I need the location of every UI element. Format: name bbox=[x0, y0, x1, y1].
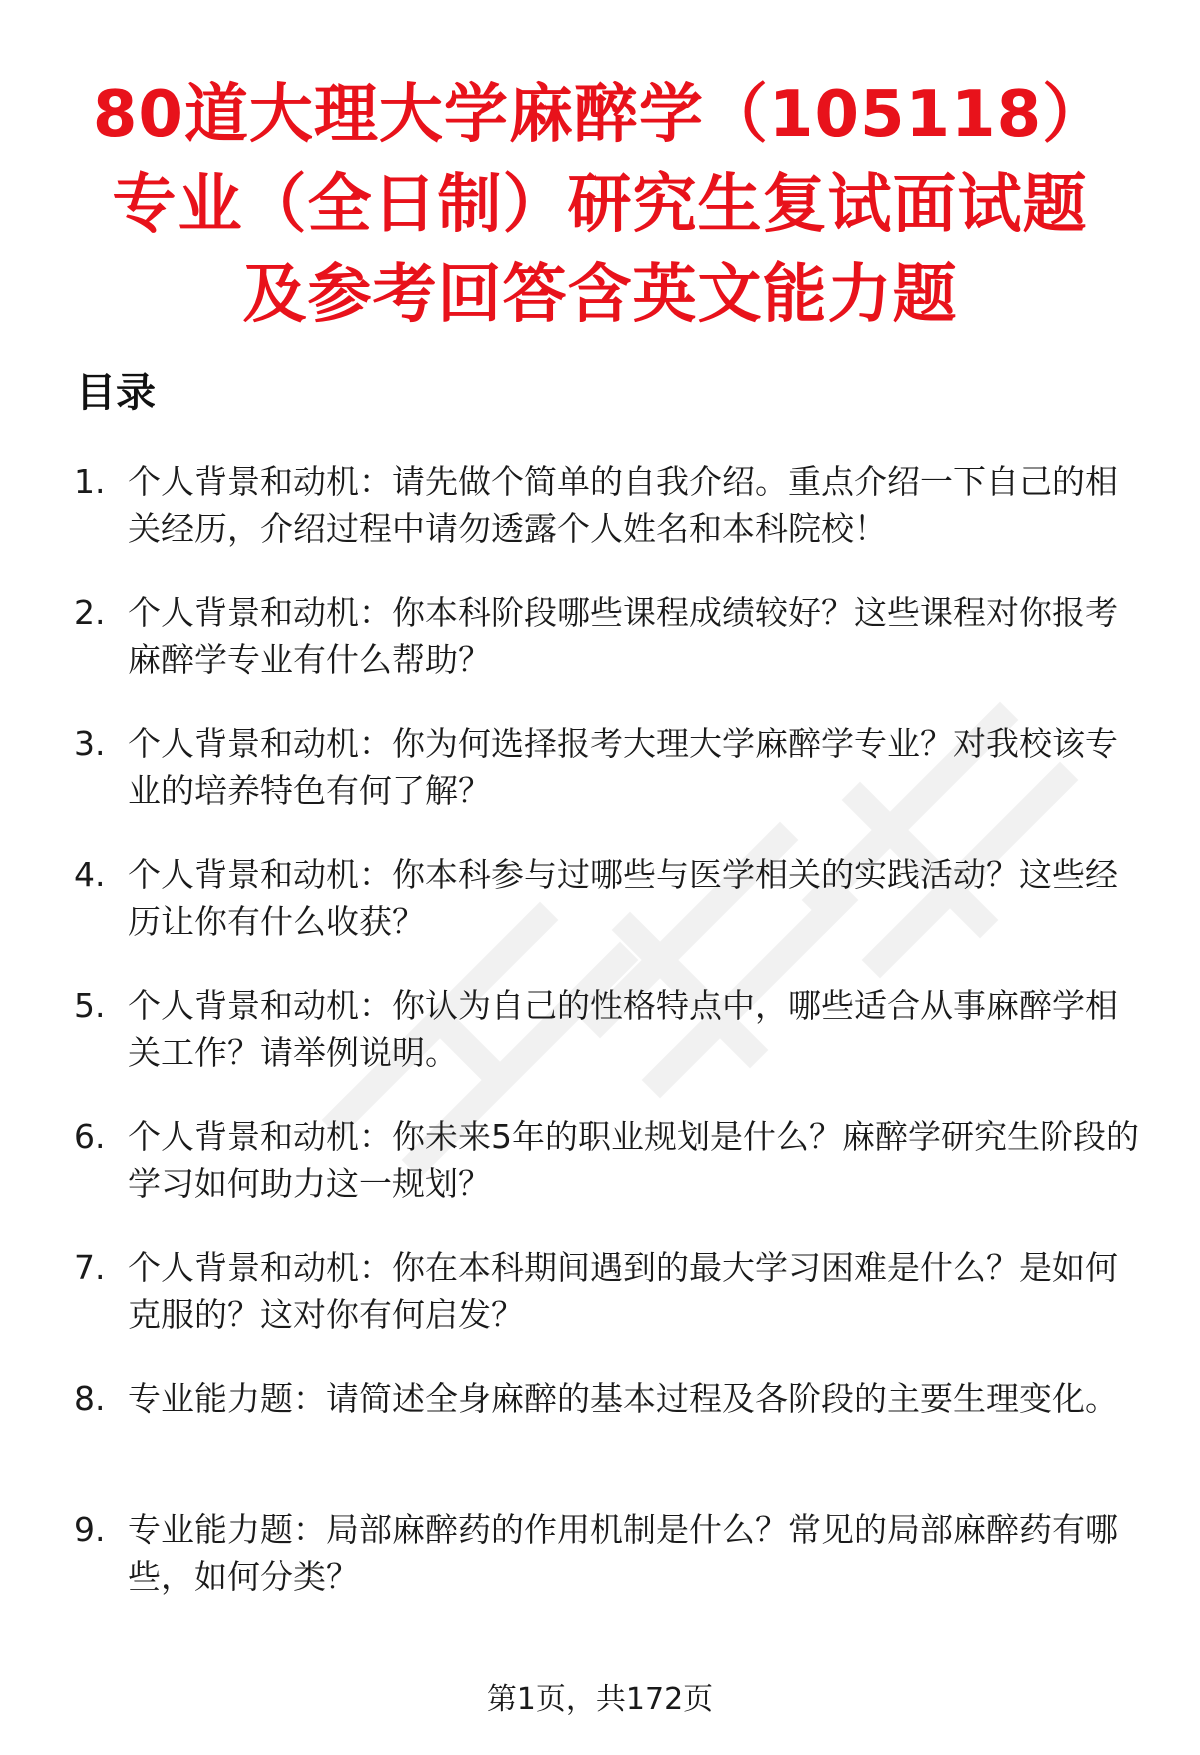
toc-item[interactable] bbox=[0, 1244, 1200, 1375]
toc-item[interactable] bbox=[0, 851, 1200, 982]
toc-list bbox=[0, 458, 1200, 1637]
toc-item-number: 6. bbox=[74, 1117, 106, 1156]
title-line-2: 专业（全日制）研究生复试面试题 bbox=[112, 168, 1088, 242]
toc-item-text: 专业能力题：局部麻醉药的作用机制是什么？常见的局部麻醉药有哪些，如何分类？ bbox=[128, 1510, 1118, 1596]
page-footer: 第1页，共172页 bbox=[486, 1682, 714, 1717]
toc-item-text: 个人背景和动机：你未来5年的职业规划是什么？麻醉学研究生阶段的学习如何助力这一规划？ bbox=[128, 1117, 1139, 1203]
toc-item-number: 3. bbox=[74, 724, 106, 763]
toc-item[interactable] bbox=[0, 1506, 1200, 1637]
toc-item[interactable] bbox=[0, 589, 1200, 720]
toc-item-text: 个人背景和动机：请先做个简单的自我介绍。重点介绍一下自己的相关经历，介绍过程中请勿透露个人姓名和本科院校！ bbox=[128, 462, 1118, 548]
toc-heading: 目录 bbox=[76, 370, 156, 416]
toc-item[interactable] bbox=[0, 1113, 1200, 1244]
toc-item[interactable] bbox=[0, 720, 1200, 851]
toc-item-number: 5. bbox=[74, 986, 106, 1025]
toc-item-number: 8. bbox=[74, 1379, 106, 1418]
title-line-3: 及参考回答含英文能力题 bbox=[242, 258, 958, 332]
toc-item-text: 个人背景和动机：你在本科期间遇到的最大学习困难是什么？是如何克服的？这对你有何启发？ bbox=[128, 1248, 1118, 1334]
toc-item[interactable] bbox=[0, 982, 1200, 1113]
toc-item[interactable] bbox=[0, 458, 1200, 589]
toc-item-number: 4. bbox=[74, 855, 106, 894]
toc-item-number: 7. bbox=[74, 1248, 106, 1287]
toc-item-text: 个人背景和动机：你本科参与过哪些与医学相关的实践活动？这些经历让你有什么收获？ bbox=[128, 855, 1118, 941]
toc-item[interactable] bbox=[0, 1375, 1200, 1506]
toc-item-text: 个人背景和动机：你本科阶段哪些课程成绩较好？这些课程对你报考麻醉学专业有什么帮助？ bbox=[128, 593, 1118, 679]
toc-item-text: 个人背景和动机：你认为自己的性格特点中，哪些适合从事麻醉学相关工作？请举例说明。 bbox=[128, 986, 1118, 1072]
document-title bbox=[40, 70, 1160, 340]
toc-item-text: 专业能力题：请简述全身麻醉的基本过程及各阶段的主要生理变化。 bbox=[128, 1379, 1118, 1418]
toc-item-number: 2. bbox=[74, 593, 106, 632]
toc-item-number: 9. bbox=[74, 1510, 106, 1549]
toc-item-number: 1. bbox=[74, 462, 106, 501]
title-line-1: 80道大理大学麻醉学（105118） bbox=[92, 78, 1108, 152]
toc-item-text: 个人背景和动机：你为何选择报考大理大学麻醉学专业？对我校该专业的培养特色有何了解？ bbox=[128, 724, 1118, 810]
